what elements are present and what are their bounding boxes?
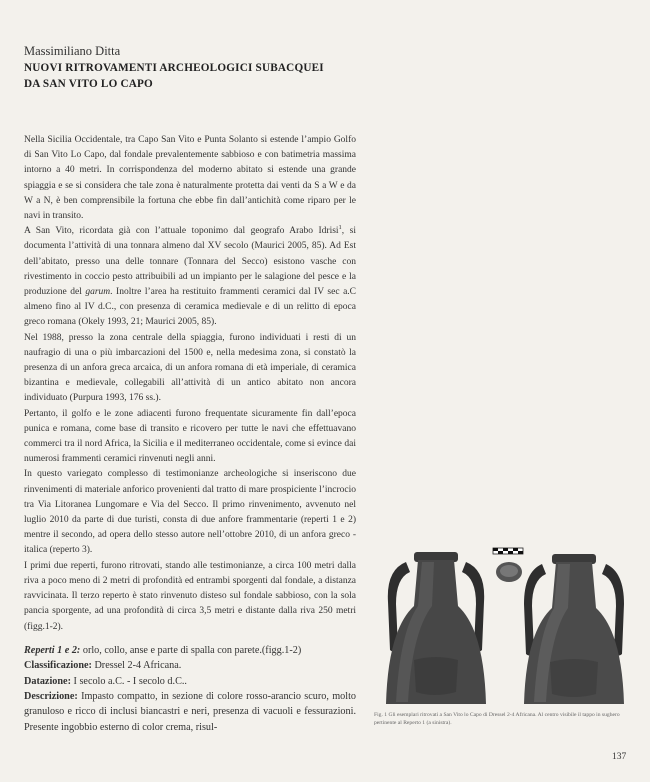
paragraph-1: Nella Sicilia Occidentale, tra Capo San Vito e Punta Solanto si estende l’ampio Golfo di San Vito Lo Capo, dal fondale prevalentemente sabbioso e con batimetria massima intorno a 40 metri. In corrispondenza del moderno abitato si estende una grande spiaggia e se si considera che tale zona è naturalmente protetta dai venti da S a W e da W a N, è ben comprensibile la fortuna che ebbe fin dall’antichità come riparo per le navi in transito.	[24, 135, 356, 222]
author-name: Massimiliano Ditta	[24, 44, 121, 58]
paragraph-2: A San Vito, ricordata già con l’attuale toponimo dal geografo Arabo Idrisi$^1$, si documenta l’attività di una tonnara almeno dal XV secolo (Maurici 2005, 85). Ad Est dell’abitato, presso una delle tonnare (Tonnara del Secco) esistono vasche con rivestimento in coccio pesto attribuibili ad un impianto per le salagione del pesce e la produzione del garum. Inoltre l’area ha restituito frammenti ceramici dal IV sec a.C almeno fino al IV d.C., con presenza di ceramica medievale e di un relitto di epoca greco romana (Okely 1993, 21; Maurici 2005, 85).	[24, 224, 356, 328]
spec-reperti: Reperti 1 e 2: orlo, collo, anse e parte di spalla con parete.(figg.1-2)	[24, 644, 302, 656]
paragraph-6: I primi due reperti, furono ritrovati, stando alle testimonianze, a circa 100 metri dalla riva a poco meno di 2 metri di profondità ed entrambi sporgenti dal fondale, a distanza ravvicinata. Il terzo reperto è stato rinvenuto disteso sul fondale sabbioso, con la sola pancia sporgente, ad una profondità di circa 3,5 metri e distante dalla riva 250 metri (figg.1-2).	[24, 560, 356, 632]
left-amphora	[386, 552, 486, 704]
title-line-1: NUOVI RITROVAMENTI ARCHEOLOGICI SUBACQUEI	[24, 62, 324, 74]
specification-block	[24, 643, 356, 735]
footnote-marker[interactable]: 1	[338, 224, 342, 232]
right-amphora	[524, 554, 624, 704]
article-body	[24, 133, 356, 735]
page-number: 137	[612, 752, 627, 762]
scale-bar	[493, 548, 523, 554]
spec-datazione: Datazione: I secolo a.C. - I secolo d.C..	[24, 675, 187, 687]
paragraph-5: In questo variegato complesso di testimonianze archeologiche si inseriscono due rinvenimenti di materiale anforico provenienti dal tratto di mare prospiciente l’incrocio tra Via Litoranea Lungomare e Via del Secco. Il primo rinvenimento, avvenuto nel luglio 2010 da parte di due turisti, consta di due anfore frammentarie (reperti 1 e 2) mentre il secondo, ad opera dello stesso autore nell’ottobre 2010, di un anfora greco - italica (reperto 3).	[24, 469, 356, 556]
title-line-2: DA SAN VITO LO CAPO	[24, 78, 153, 90]
article-title	[24, 60, 444, 92]
paragraph-4: Pertanto, il golfo e le zone adiacenti furono frequentate sicuramente fin dall’epoca punica e romana, come base di transito e ricovero per tutte le navi che effettuavano commerci tra il nord Africa, la Sicilia e il mediterraneo occidentale, come si evince dai numerosi frammenti ceramici rinvenuti negli anni.	[24, 408, 356, 465]
amphora-photo	[374, 542, 632, 710]
spec-descrizione: Descrizione: Impasto compatto, in sezione di colore rosso-arancio scuro, molto granuloso e ricco di inclusi biancastri e neri, presenza di vacuoli e fessurazioni. Presente ingobbio esterno di color crema, risul-	[24, 690, 356, 733]
paragraph-3: Nel 1988, presso la zona centrale della spiaggia, furono individuati i resti di un naufragio di una o più imbarcazioni del 1500 e, nella medesima zona, si constatò la presenza di un anfora greca arcaica, di un anfora romana di età imperiale, di ceramica bizantina e medievale, collegabili all’attività di un antico abitato non ancora individuato (Purpura 1993, 176 ss.).	[24, 332, 356, 404]
spec-classificazione: Classificazione: Dressel 2-4 Africana.	[24, 660, 182, 672]
figure-caption: Fig. 1 Gli esemplari ritrovati a San Vito lo Capo di Dressel 2-4 Africana. Al centro visibile il tappo in sughero pertinente al Reperto 1 (a sinistra).	[374, 712, 620, 726]
